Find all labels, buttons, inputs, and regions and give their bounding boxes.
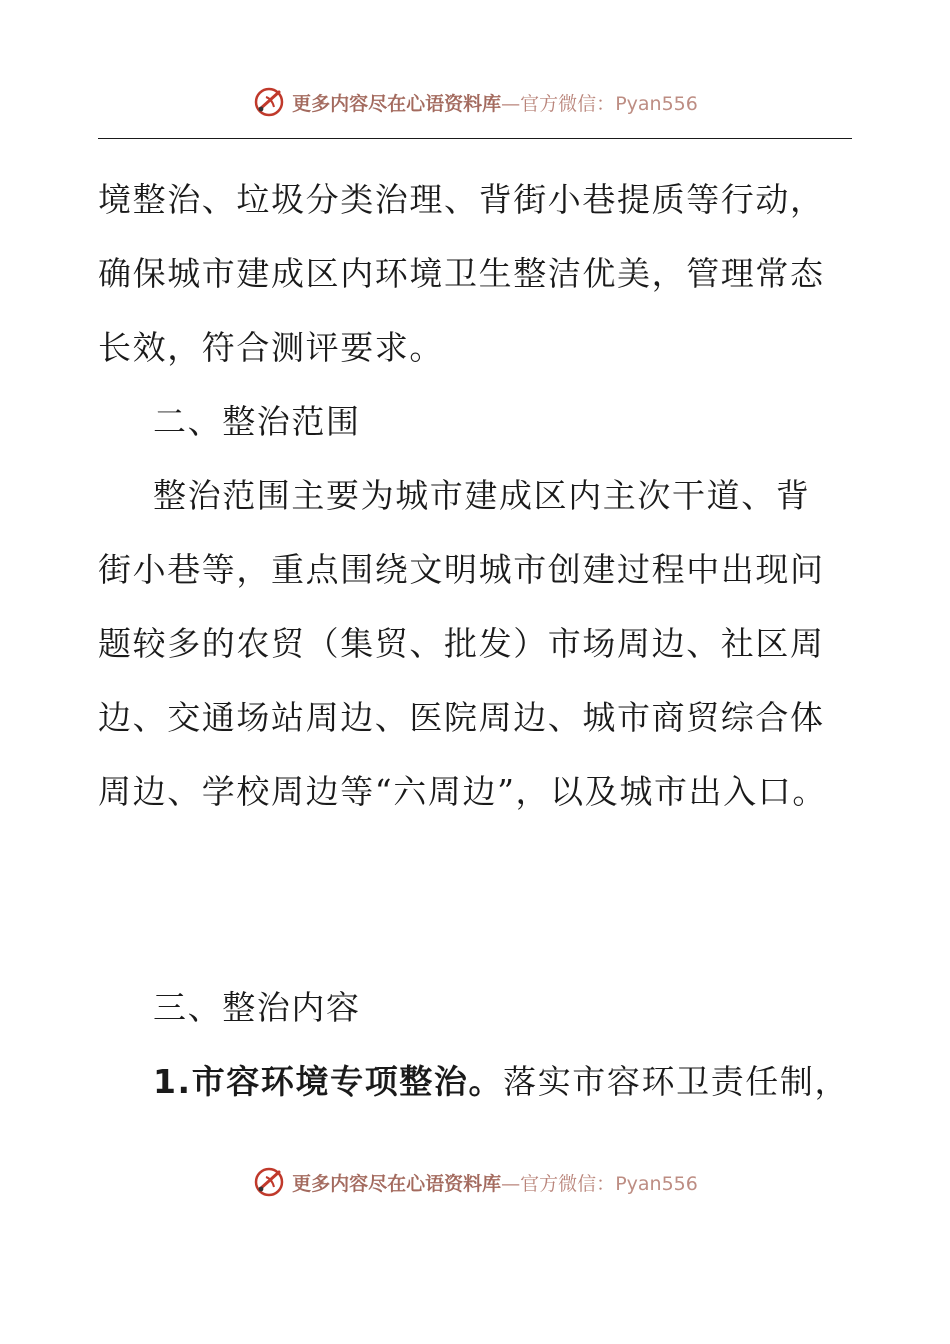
- list-item: [98, 1045, 852, 1119]
- banner-wechat-label: 官方微信：: [520, 1172, 616, 1195]
- banner-wechat-id: Pyan556: [615, 92, 698, 115]
- list-item-title: 1.市容环境专项整治。: [153, 1062, 504, 1101]
- paragraph-line: 题较多的农贸（集贸、批发）市场周边、社区周: [98, 624, 825, 663]
- banner-text: [292, 1169, 698, 1196]
- section-heading: 二、整治范围: [153, 402, 361, 441]
- header-rule: [98, 138, 852, 139]
- paragraph-line: 境整治、垃圾分类治理、背街小巷提质等行动，: [98, 180, 825, 219]
- paragraph-line: 街小巷等，重点围绕文明城市创建过程中出现问: [98, 550, 825, 589]
- paragraph-line: 边、交通场站周边、医院周边、城市商贸综合体: [98, 698, 825, 737]
- paragraph-line: 周边、学校周边等“六周边”，以及城市出入口。: [98, 772, 827, 811]
- banner-dash: —: [501, 1172, 521, 1195]
- section-heading: 三、整治内容: [153, 988, 361, 1027]
- banner-wechat-label: 官方微信：: [520, 92, 616, 115]
- blank-space: [98, 829, 852, 971]
- header-banner: [0, 82, 950, 122]
- banner-main-text: 更多内容尽在心语资料库: [292, 1172, 502, 1195]
- list-item-text: 落实市容环卫责任制，: [503, 1062, 850, 1101]
- footer-banner: [0, 1162, 950, 1202]
- paragraph-line: 确保城市建成区内环境卫生整洁优美，管理常态: [98, 254, 825, 293]
- banner-text: [292, 89, 698, 116]
- paragraph-line: 长效，符合测评要求。: [98, 328, 444, 367]
- document-body: [98, 163, 852, 1119]
- banner-main-text: 更多内容尽在心语资料库: [292, 92, 502, 115]
- quill-logo-icon: [252, 85, 286, 119]
- quill-logo-icon: [252, 1165, 286, 1199]
- banner-dash: —: [501, 92, 521, 115]
- paragraph-line: 整治范围主要为城市建成区内主次干道、背: [153, 476, 811, 515]
- banner-wechat-id: Pyan556: [615, 1172, 698, 1195]
